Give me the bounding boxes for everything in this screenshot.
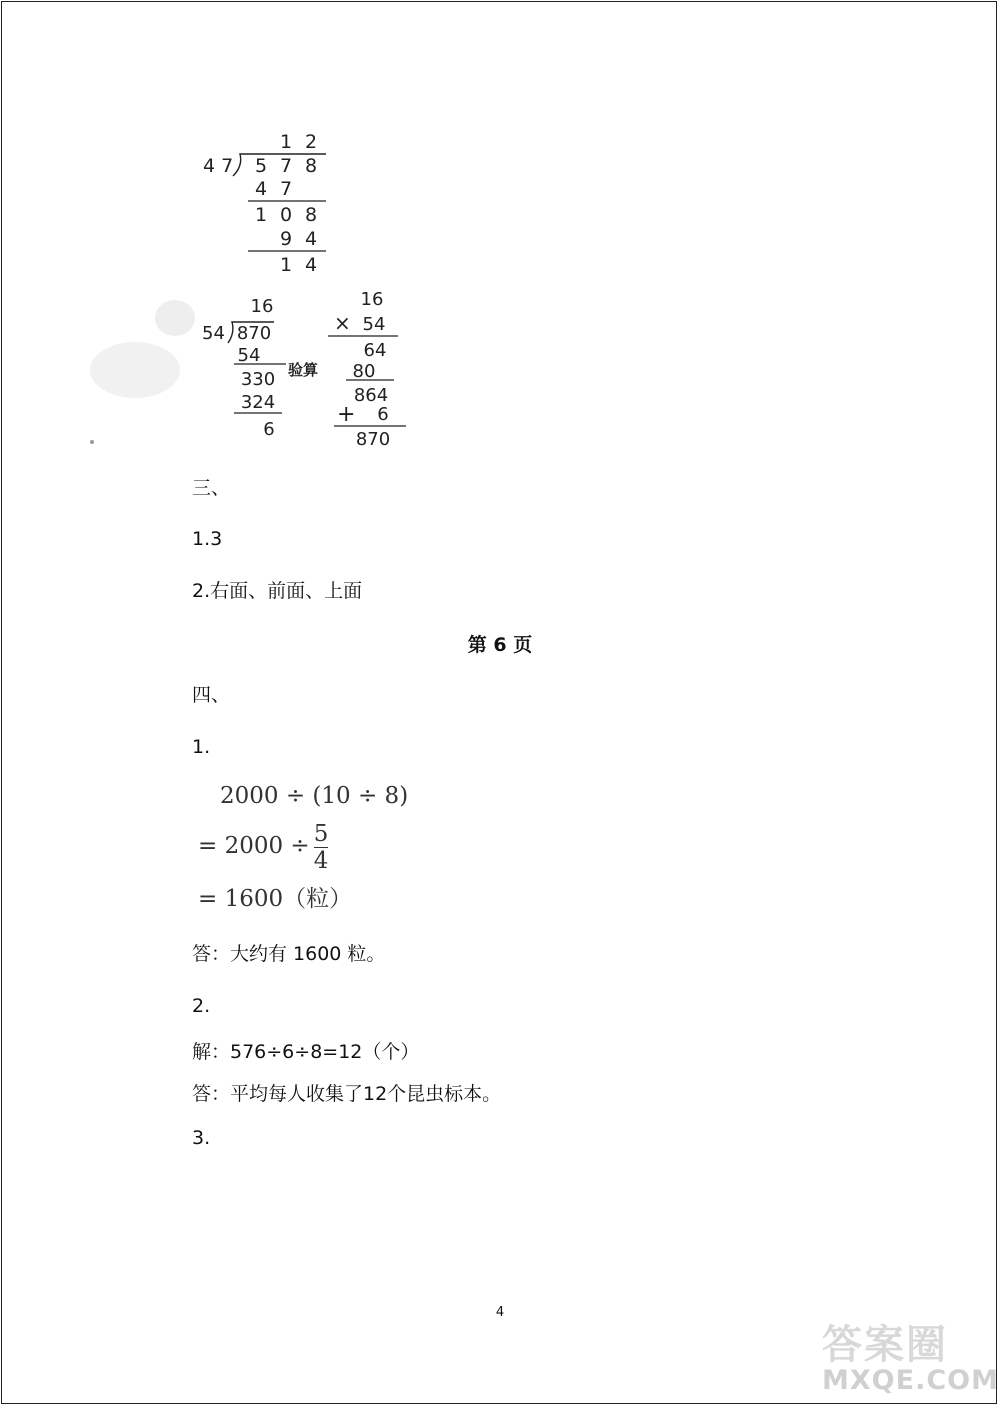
partial-digit: 0 bbox=[280, 204, 293, 226]
q2-solution: 解：576÷6÷8=12（个） bbox=[192, 1041, 420, 1063]
dividend: 870 bbox=[236, 323, 272, 344]
dividend-digit: 7 bbox=[280, 155, 293, 177]
section-3-q1-answer: 1.3 bbox=[192, 528, 223, 550]
expression-line-1: 2000 ÷ (10 ÷ 8) bbox=[220, 783, 409, 809]
watermark-url: MXQE.COM bbox=[822, 1365, 999, 1396]
fraction-numerator: 5 bbox=[313, 820, 329, 847]
decorative-smudge bbox=[90, 300, 195, 444]
multiplier: 54 bbox=[362, 314, 386, 335]
verification-calc bbox=[328, 289, 406, 450]
q2-label: 2. bbox=[192, 995, 211, 1017]
quotient-digit: 1 bbox=[280, 131, 293, 153]
partial-product: 324 bbox=[240, 392, 276, 413]
multiplicand: 16 bbox=[360, 289, 384, 310]
q1-label: 1. bbox=[192, 736, 211, 758]
addend: 6 bbox=[377, 404, 389, 425]
section-4-heading: 四、 bbox=[192, 684, 231, 706]
fraction-denominator: 4 bbox=[313, 847, 329, 874]
page-number: 4 bbox=[495, 1305, 505, 1320]
divisor: 54 bbox=[202, 323, 225, 344]
fraction bbox=[314, 821, 329, 874]
q3-label: 3. bbox=[192, 1127, 211, 1149]
plus-sign: + bbox=[337, 402, 356, 427]
sum: 870 bbox=[355, 429, 391, 450]
section-3-heading: 三、 bbox=[192, 477, 231, 499]
remainder-digit: 1 bbox=[280, 254, 293, 276]
partial-digit: 4 bbox=[305, 228, 318, 250]
expression-line-3: = 1600（粒） bbox=[198, 886, 353, 912]
partial-product: 64 bbox=[363, 340, 387, 361]
times-sign: × bbox=[334, 311, 351, 335]
check-label: 验算 bbox=[288, 361, 319, 379]
page-title: 第 6 页 bbox=[467, 634, 533, 656]
watermark-logo: 答案圈 bbox=[822, 1322, 948, 1368]
partial-product: 54 bbox=[237, 345, 261, 366]
partial-product: 80 bbox=[352, 361, 376, 382]
watermark bbox=[822, 1313, 999, 1403]
partial-remainder: 330 bbox=[240, 369, 276, 390]
q2-answer: 答：平均每人收集了12个昆虫标本。 bbox=[192, 1083, 502, 1105]
partial-digit: 4 bbox=[255, 178, 268, 200]
dividend-digit: 5 bbox=[255, 155, 268, 177]
partial-digit: 8 bbox=[305, 204, 318, 226]
divisor: 4 7 bbox=[203, 155, 234, 177]
long-division-2 bbox=[202, 296, 286, 440]
dividend-digit: 8 bbox=[305, 155, 318, 177]
partial-digit: 9 bbox=[280, 228, 293, 250]
q1-answer: 答：大约有 1600 粒。 bbox=[192, 943, 386, 965]
quotient-digit: 2 bbox=[305, 131, 318, 153]
remainder: 6 bbox=[263, 419, 275, 440]
long-division-1 bbox=[203, 131, 326, 276]
product: 864 bbox=[353, 385, 389, 406]
calculation-figure bbox=[0, 0, 1000, 460]
partial-digit: 1 bbox=[255, 204, 268, 226]
expression-line-2-text: = 2000 ÷ bbox=[198, 833, 310, 859]
section-3-q2-answer: 2.右面、前面、上面 bbox=[192, 580, 363, 602]
partial-digit: 7 bbox=[280, 178, 293, 200]
remainder-digit: 4 bbox=[305, 254, 318, 276]
expression-line-2 bbox=[198, 818, 328, 874]
quotient: 16 bbox=[250, 296, 274, 317]
